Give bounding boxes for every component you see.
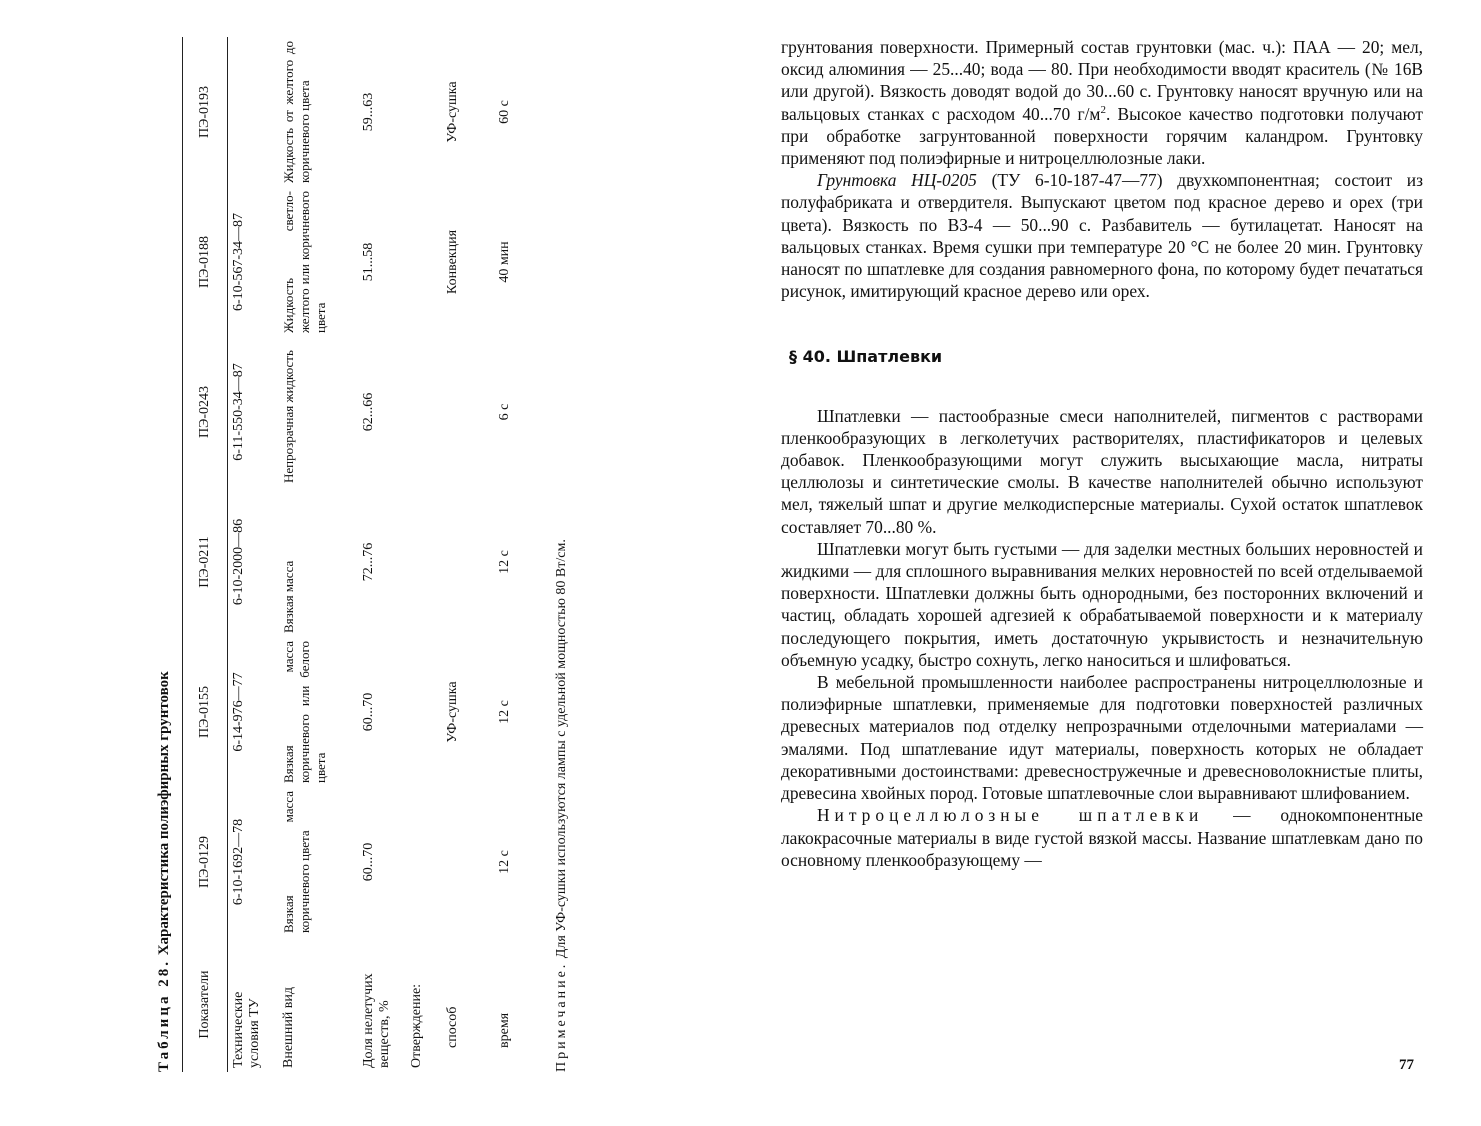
text-column [781,36,1423,871]
paragraph-text: (ТУ 6-10-187-47—77) двухкомпонентная; состоит из полуфабриката и отвердителя. Выпускают цветом под красное дерево и орех (три цвета). Вязкость по ВЗ-4 — 50...90 с. Разбавитель — бутилацетат. Наносят на вальцовых станках. Время сушки при температуре 20 °С не более 20 мин. Грунтовку наносят по шпатлевке для создания равномерного фона, по которому будет печататься рисунок, имитирующий красное дерево или орех. [781,170,1423,302]
table-cell: 12 с [497,850,512,874]
paragraph-putty-types: Шпатлевки могут быть густыми — для заделки местных больших неровностей и жидкими — для сплошного выравнивания мелких неровностей по всей отделываемой поверхности. Шпатлевки должны быть однородными, без посторонних включений и частиц, обладать хорошей адгезией к обрабатываемой поверхности и к материалу последующего покрытия, иметь достаточную укрывистость и незначительную объемную усадку, быстро сохнуть, легко наноситься и шлифоваться. [781,538,1423,670]
term-spaced: Нитроцеллюлозные шпатлевки [817,805,1204,826]
table-cell: Вязкая масса [281,560,296,633]
table-note-prefix: Примечание. [554,961,569,1072]
table-row [278,37,358,1072]
table-cell: 12 с [497,700,512,724]
table-cell: УФ-сушка [445,681,460,743]
table-cell [406,37,442,187]
table-cell [228,37,279,187]
table-cell [406,187,442,337]
right-page [740,0,1481,1126]
table-row [442,37,494,1072]
table-cell: Жидкость светло-желтого или коричневого цвета [281,191,328,333]
table-cell: 12 с [497,550,512,574]
table-cell: Вязкая масса коричневого или белого цвета [281,641,328,783]
row-label-method: способ [445,1006,460,1048]
header-indicators: Показатели [183,937,228,1072]
table-note-text: Для УФ-сушки используются лампы с удельной мощностью 80 Вт/см. [554,539,569,959]
table-cell: 6-10-1692—78 [231,818,246,906]
table-cell [442,487,494,637]
row-label-time: время [497,1012,512,1048]
table-cell: 60...70 [361,692,376,732]
header-pe-0155: ПЭ-0155 [183,637,228,787]
table-cell: Непрозрачная жидкость [281,350,296,483]
header-pe-0243: ПЭ-0243 [183,337,228,487]
page-number: 77 [1399,1057,1414,1073]
table-cell: Конвекция [445,229,460,295]
table-cell [406,637,442,787]
table-caption [154,37,174,1072]
table-cell: 60 с [497,100,512,124]
table-row [358,37,406,1072]
paragraph-text: грунтования поверхности. Примерный состав грунтовки (мас. ч.): ПАА — 20; мел, оксид алюминия — 25...40; вода — 80. При необходимости вводят краситель (№ 16В или другой). Вязкость доводят водой до 30...60 с. Грунтовку наносят вручную или на вальцовых станках с расходом 40...70 г/м [781,37,1423,124]
table-cell: 6 с [497,403,512,421]
paragraph-priming [781,36,1423,169]
table-cell: 6-10-567-34—87 [231,213,246,311]
table-cell: 6-14-976—77 [231,672,246,752]
left-page [0,0,740,1126]
table-cell: 6-10-2000—86 [231,518,246,606]
paragraph-furniture-industry: В мебельной промышленности наиболее распространены нитроцеллюлозные и полиэфирные шпатлевки, применяемые для подготовки поверхностей различных древесных материалов под отделку непрозрачными отделочными материалами — эмалями. Под шпатлевание идут материалы, поверхность которых не обладает декоративными достоинствами: древесностружечные и древесноволокнистые плиты, древесина хвойных пород. Готовые шпатлевочные слои выравнивают шлифованием. [781,672,1423,804]
row-label-solids: Доля нелетучих веществ, % [361,973,392,1068]
paragraph-nc-0205 [781,169,1423,302]
table-cell [406,787,442,937]
row-label-tu: Технические условия ТУ [231,991,262,1068]
table-row [494,37,540,1072]
table-cell: 72...76 [361,542,376,582]
table-cell: 60...70 [361,842,376,882]
table-row [228,37,279,1072]
table-cell: Вязкая масса коричневого цвета [281,791,312,933]
table-cell [442,787,494,937]
paragraph-nitrocellulose [781,804,1423,871]
header-pe-0129: ПЭ-0129 [183,787,228,937]
paragraph-putty-definition: Шпатлевки — пастообразные смеси наполнителей, пигментов с растворами пленкообразующих в легколетучих растворителях, пластификаторов и целевых добавок. Пленкообразующими могут служить высыхающие масла, нитраты целлюлозы и синтетические смолы. В качестве наполнителей обычно используют мел, тяжелый шпат и другие мелкодисперсные материалы. Сухой остаток шпатлевок составляет 70...80 %. [781,405,1423,537]
section-heading: § 40. Шпатлевки [789,347,943,367]
table-cell [406,487,442,637]
header-pe-0211: ПЭ-0211 [183,487,228,637]
table-note [554,37,570,1072]
properties-table [182,37,540,1072]
table-cell: Жидкость от желтого до коричневого цвета [281,41,312,183]
term-italic: Грунтовка НЦ-0205 [817,170,977,191]
header-pe-0193: ПЭ-0193 [183,37,228,187]
table-cell [442,337,494,487]
paragraph-text: . Высокое качество подготовки получают при обработке загрунтованной поверхности горячим каландром. Грунтовку применяют под полиэфирные и нитроцеллюлозные лаки. [781,103,1423,169]
table-cell: 62...66 [361,392,376,432]
table-row [406,37,442,1072]
table-cell: УФ-сушка [445,81,460,143]
superscript: 2 [1100,103,1106,116]
row-label-curing: Отверждение: [409,983,424,1068]
table-cell: 51...58 [361,242,376,282]
table-cell: 40 мин [497,241,512,283]
row-label-appearance: Внешний вид [281,986,296,1068]
table-caption-title: Характеристика полиэфирных грунтовок [156,671,172,956]
paragraph-text: — однокомпонентные лакокрасочные материалы в виде густой вязкой массы. Название шпатлевкам дано по основному пленкообразующему — [781,805,1424,870]
table-caption-prefix: Таблица 28. [156,959,172,1072]
table-cell [406,337,442,487]
table-header-row [183,37,228,1072]
rotated-table-block [154,37,574,1072]
table-cell: 6-11-550-34—87 [231,363,246,461]
table-cell: 59...63 [361,92,376,132]
header-pe-0188: ПЭ-0188 [183,187,228,337]
